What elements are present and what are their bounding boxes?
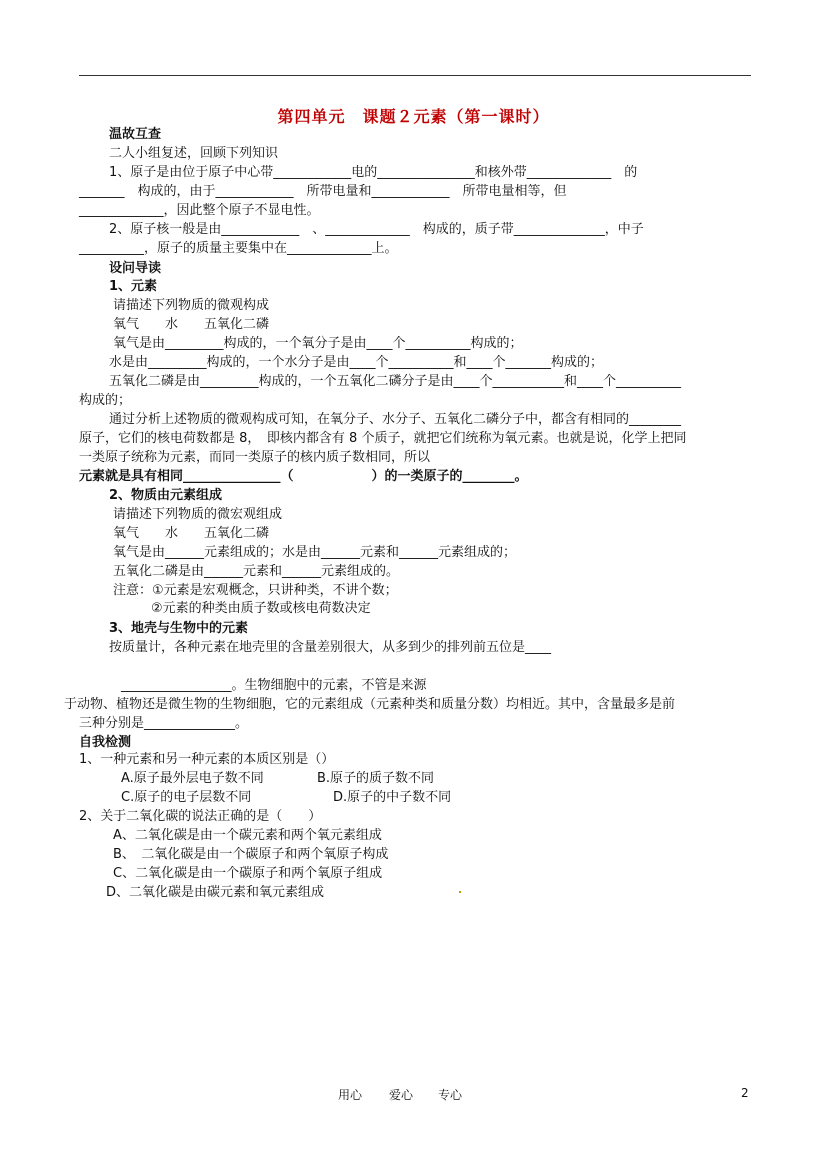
guide-p1-line9: 一类原子统称为元素，而同一类原子的核内质子数相同，所以 bbox=[79, 450, 431, 465]
guide-p2-line2: 氧气 水 五氧化二磷 bbox=[113, 526, 270, 541]
section-heading-review: 温故互查 bbox=[109, 127, 162, 142]
page-number: 2 bbox=[741, 1086, 749, 1100]
header-rule bbox=[79, 75, 751, 76]
stray-mark bbox=[459, 891, 461, 893]
guide-subheading-3: 3、地壳与生物中的元素 bbox=[109, 621, 249, 636]
guide-p3-line2: _________________。生物细胞中的元素，不管是来源 bbox=[121, 678, 427, 693]
guide-p1-line4: 水是由_________构成的，一个水分子是由____个__________和____个_______构成的； bbox=[109, 355, 604, 370]
selftest-q1-option-d: D.原子的中子数不同 bbox=[333, 790, 452, 805]
guide-p1-line1: 请描述下列物质的微观构成 bbox=[113, 298, 270, 313]
guide-p3-line3: 于动物、植物还是微生物的生物细胞，它的元素组成（元素种类和质量分数）均相近。其中，含量最多是前 bbox=[64, 697, 676, 712]
element-definition: 元素就是具有相同_______________（ ）的一类原子的________。 bbox=[79, 469, 528, 484]
selftest-q1-option-c: C.原子的电子层数不同 bbox=[121, 790, 252, 805]
guide-p2-note2: ②元素的种类由质子数或核电荷数决定 bbox=[151, 601, 371, 616]
guide-p2-note1: 注意：①元素是宏观概念，只讲种类，不讲个数； bbox=[113, 583, 398, 598]
guide-p2-line4: 五氧化二磷是由______元素和______元素组成的。 bbox=[113, 564, 400, 579]
guide-p2-line3: 氧气是由______元素组成的；水是由______元素和______元素组成的； bbox=[113, 545, 517, 560]
review-q2-line1: 2、原子核一般是由____________ 、_____________ 构成的，质子带______________，中子 bbox=[109, 222, 644, 237]
footer-motto-2: 爱心 bbox=[389, 1088, 414, 1102]
guide-p1-line6: 构成的； bbox=[79, 393, 132, 408]
guide-p1-line7: 通过分析上述物质的微观构成可知，在氧分子、水分子、五氧化二磷分子中，都含有相同的________ bbox=[109, 412, 682, 427]
review-intro: 二人小组复述，回顾下列知识 bbox=[109, 146, 279, 161]
selftest-q2-option-a: A、二氧化碳是由一个碳元素和两个氧元素组成 bbox=[113, 828, 382, 843]
guide-p3-line1: 按质量计，各种元素在地壳里的含量差别很大，从多到少的排列前五位是____ bbox=[109, 640, 552, 655]
review-q1-line3: _____________，因此整个原子不显电性。 bbox=[79, 203, 320, 218]
footer-motto-1: 用心 bbox=[338, 1088, 363, 1102]
review-q2-line2: __________，原子的质量主要集中在_____________上。 bbox=[79, 241, 398, 256]
guide-p3-line4: 三种分别是______________。 bbox=[79, 716, 249, 731]
section-heading-guide: 设问导读 bbox=[109, 261, 162, 276]
guide-subheading-2: 2、物质由元素组成 bbox=[109, 488, 223, 503]
selftest-q1: 1、一种元素和另一种元素的本质区别是（） bbox=[79, 752, 335, 767]
guide-p1-line5: 五氧化二磷是由_________构成的，一个五氧化二磷分子是由____个___________和____个__________ bbox=[109, 374, 682, 389]
guide-p1-line2: 氧气 水 五氧化二磷 bbox=[113, 317, 270, 332]
page-title: 第四单元 课题２元素（第一课时） bbox=[277, 107, 550, 126]
selftest-q2-option-b: B、 二氧化碳是由一个碳原子和两个氧原子构成 bbox=[113, 847, 389, 862]
guide-p1-line8: 原子，它们的核电荷数都是 8， 即核内都含有 8 个质子，就把它们统称为氧元素。也就是说，化学上把同 bbox=[79, 431, 687, 446]
footer-motto-3: 专心 bbox=[438, 1088, 463, 1102]
selftest-q1-option-a: A.原子最外层电子数不同 bbox=[121, 771, 264, 786]
guide-p2-line1: 请描述下列物质的微宏观组成 bbox=[113, 507, 283, 522]
guide-subheading-1: 1、元素 bbox=[109, 279, 158, 294]
selftest-q2-option-d: D、二氧化碳是由碳元素和氧元素组成 bbox=[106, 885, 325, 900]
selftest-q2: 2、关于二氧化碳的说法正确的是（ ） bbox=[79, 809, 322, 824]
selftest-q2-option-c: C、二氧化碳是由一个碳原子和两个氧原子组成 bbox=[113, 866, 383, 881]
selftest-q1-option-b: B.原子的质子数不同 bbox=[317, 771, 435, 786]
review-q1-line1: 1、原子是由位于原子中心带____________电的_______________和核外带_____________ 的 bbox=[109, 165, 638, 180]
review-q1-line2: _______ 构成的，由于____________ 所带电量和____________ 所带电量相等，但 bbox=[79, 184, 567, 199]
guide-p1-line3: 氧气是由_________构成的，一个氧分子是由____个__________构成的； bbox=[113, 336, 523, 351]
section-heading-selftest: 自我检测 bbox=[79, 735, 132, 750]
